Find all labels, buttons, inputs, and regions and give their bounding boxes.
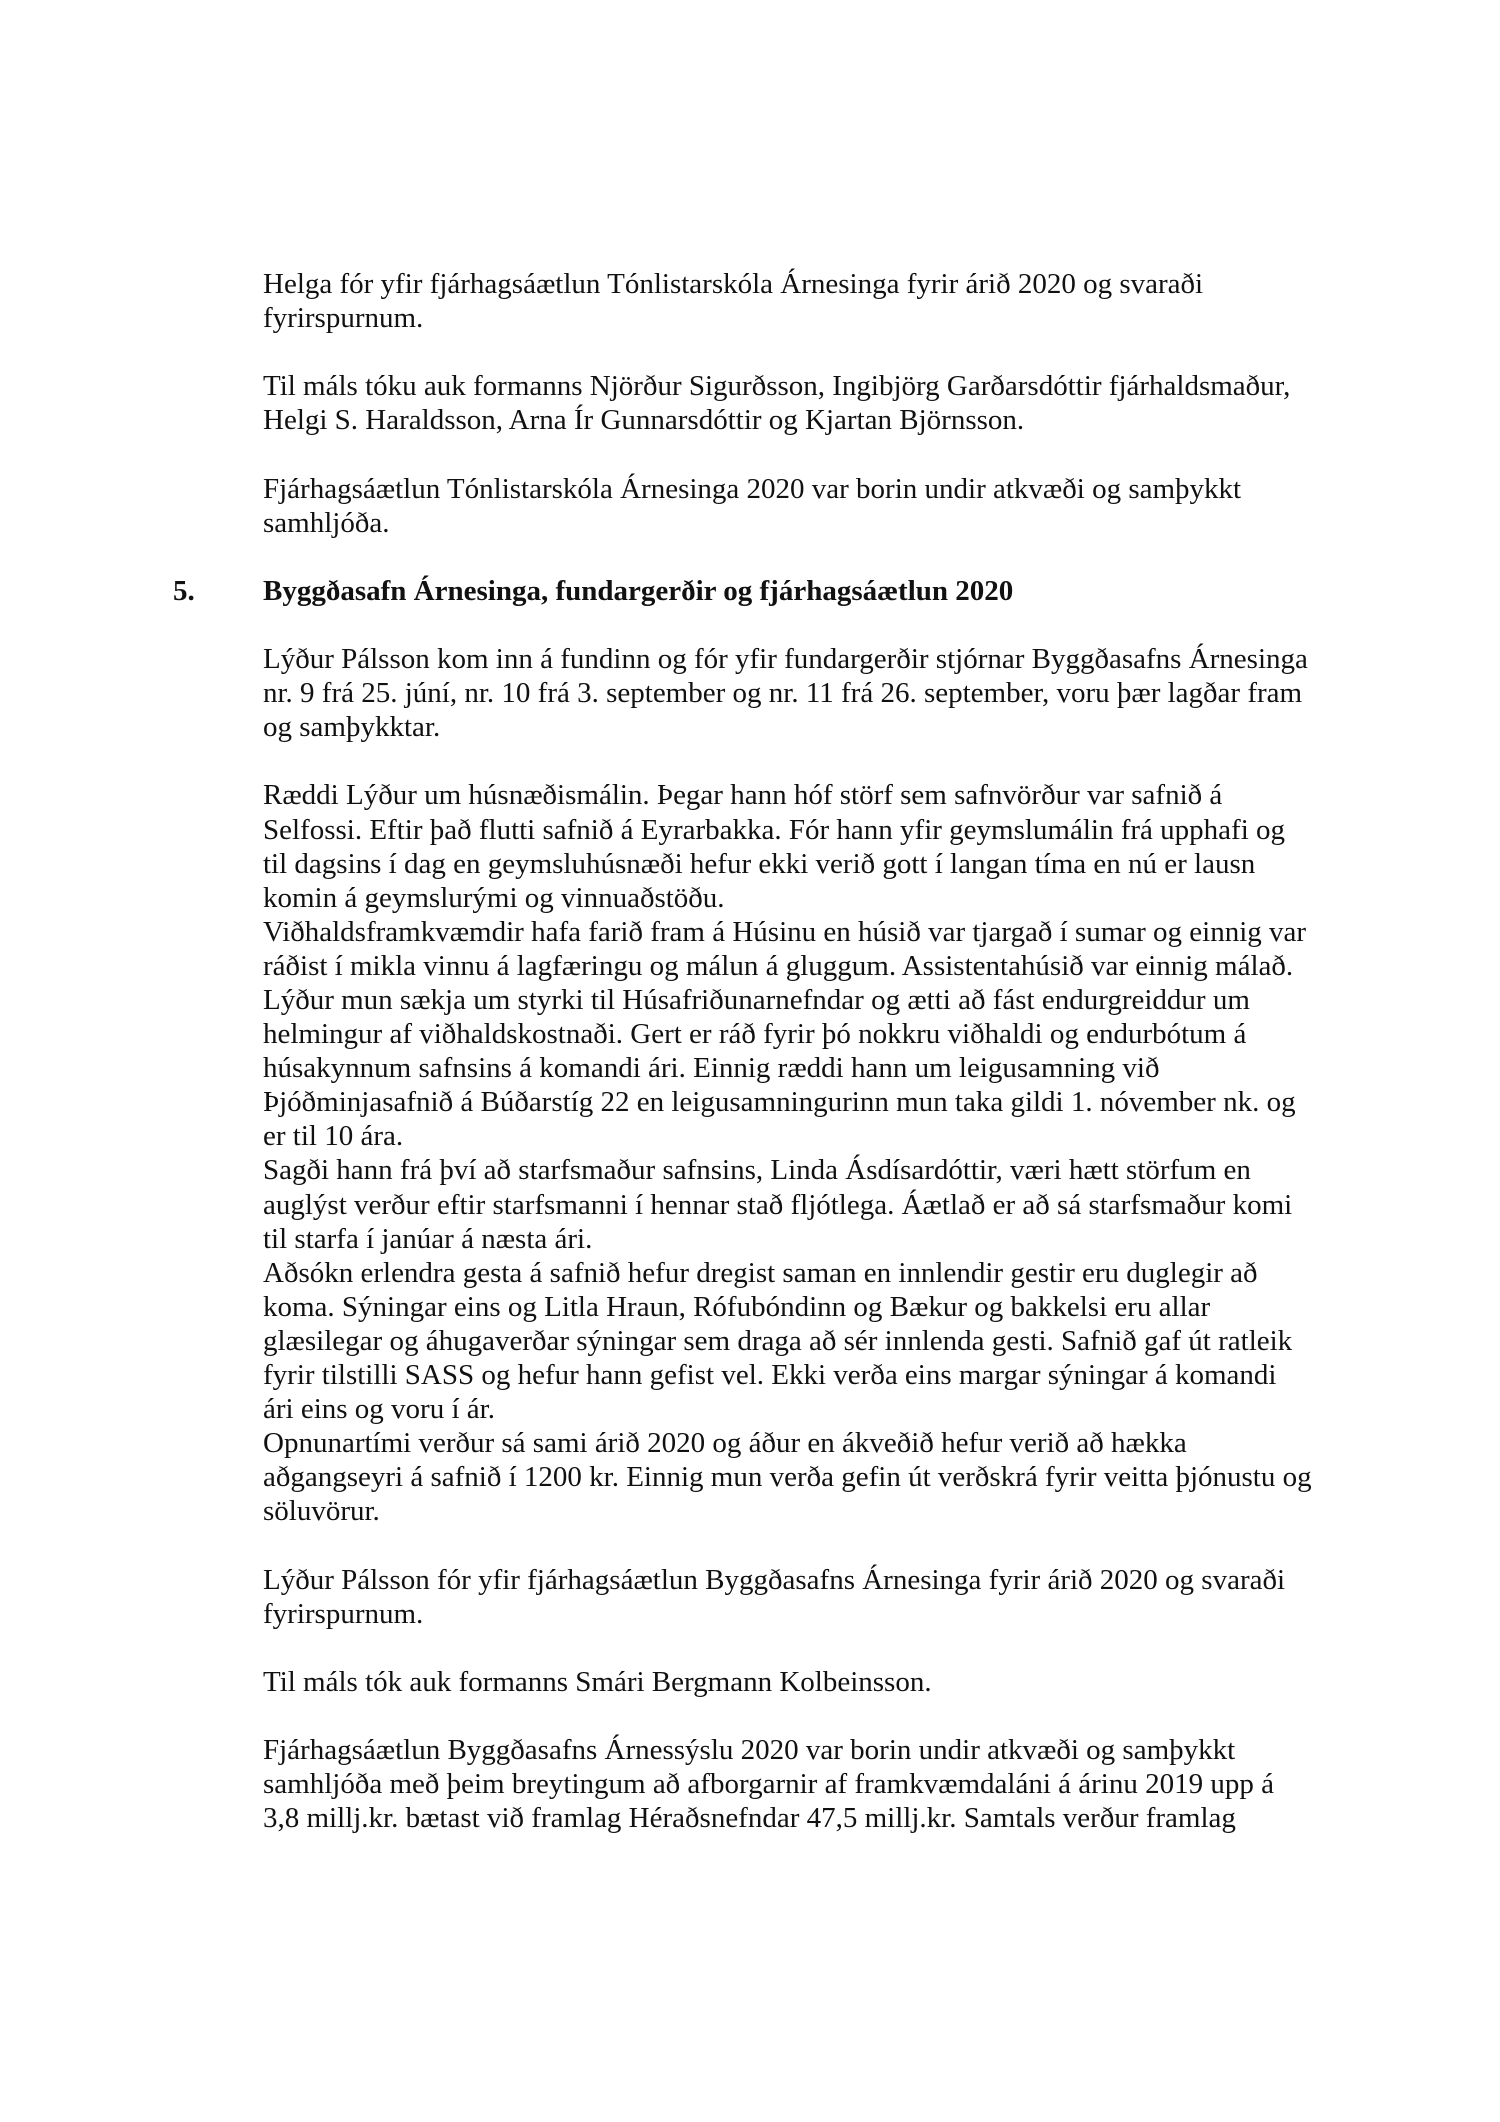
paragraph xyxy=(263,1665,1363,1699)
text-line: ráðist í mikla vinnu á lagfæringu og málun á gluggum. Assistentahúsið var einnig málað. xyxy=(263,949,1294,982)
text-line: fyrirspurnum. xyxy=(263,1597,424,1630)
text-line: 3,8 millj.kr. bætast við framlag Héraðsnefndar 47,5 millj.kr. Samtals verður framlag xyxy=(263,1802,1236,1835)
text-line: Viðhaldsframkvæmdir hafa farið fram á Húsinu en húsið var tjargað í sumar og einnig var xyxy=(263,915,1307,948)
text-line: Helga fór yfir fjárhagsáætlun Tónlistarskóla Árnesinga fyrir árið 2020 og svaraði xyxy=(263,268,1204,300)
text-line: fyrirspurnum. xyxy=(263,302,424,335)
text-line: Fjárhagsáætlun Byggðasafns Árnessýslu 2020 var borin undir atkvæði og samþykkt xyxy=(263,1734,1236,1767)
text-line: Lýður Pálsson fór yfir fjárhagsáætlun Byggðasafns Árnesinga fyrir árið 2020 og svaraði xyxy=(263,1563,1286,1596)
text-line: Þjóðminjasafnið á Búðarstíg 22 en leigusamningurinn mun taka gildi 1. nóvember nk. og xyxy=(263,1086,1296,1119)
text-line: samhljóða með þeim breytingum að afborgarnir af framkvæmdaláni á árinu 2019 upp á xyxy=(263,1768,1274,1801)
paragraph xyxy=(263,369,1363,437)
paragraph xyxy=(263,778,1363,1528)
section-title: Byggðasafn Árnesinga, fundargerðir og fjárhagsáætlun 2020 xyxy=(263,574,1014,607)
text-line: aðgangseyri á safnið í 1200 kr. Einnig mun verða gefin út verðskrá fyrir veitta þjónustu og xyxy=(263,1461,1312,1494)
text-line: til dagsins í dag en geymsluhúsnæði hefur ekki verið gott í langan tíma en nú er lausn xyxy=(263,847,1256,880)
text-line: Til máls tók auk formanns Smári Bergmann Kolbeinsson. xyxy=(263,1665,932,1698)
section-heading xyxy=(173,574,1363,608)
paragraph xyxy=(263,1733,1363,1835)
paragraph xyxy=(263,642,1363,744)
text-line: Lýður mun sækja um styrki til Húsafriðunarnefndar og ætti að fást endurgreiddur um xyxy=(263,983,1250,1016)
paragraph xyxy=(263,472,1363,540)
section-number: 5. xyxy=(173,574,195,607)
text-line: er til 10 ára. xyxy=(263,1120,404,1153)
text-line: Til máls tóku auk formanns Njörður Sigurðsson, Ingibjörg Garðarsdóttir fjárhaldsmaður, xyxy=(263,370,1291,403)
text-line: húsakynnum safnsins á komandi ári. Einnig ræddi hann um leigusamning við xyxy=(263,1052,1160,1085)
paragraphs-before xyxy=(263,267,1363,540)
text-line: Aðsókn erlendra gesta á safnið hefur dregist saman en innlendir gestir eru duglegir að xyxy=(263,1256,1258,1289)
text-line: auglýst verður eftir starfsmanni í hennar stað fljótlega. Áætlað er að sá starfsmaður komi xyxy=(263,1188,1293,1221)
text-line: glæsilegar og áhugaverðar sýningar sem draga að sér innlenda gesti. Safnið gaf út ratleik xyxy=(263,1324,1293,1357)
text-line: Ræddi Lýður um húsnæðismálin. Þegar hann hóf störf sem safnvörður var safnið á xyxy=(263,779,1223,812)
text-line: til starfa í janúar á næsta ári. xyxy=(263,1222,593,1255)
text-line: Selfossi. Eftir það flutti safnið á Eyrarbakka. Fór hann yfir geymslumálin frá upphafi og xyxy=(263,813,1285,846)
text-line: samhljóða. xyxy=(263,506,390,539)
paragraphs-after xyxy=(263,642,1363,1835)
text-line: komin á geymslurými og vinnuaðstöðu. xyxy=(263,881,725,914)
paragraph xyxy=(263,267,1363,335)
document-page xyxy=(173,267,1363,1869)
text-line: og samþykktar. xyxy=(263,711,441,744)
text-line: Fjárhagsáætlun Tónlistarskóla Árnesinga 2020 var borin undir atkvæði og samþykkt xyxy=(263,472,1242,505)
text-line: Opnunartími verður sá sami árið 2020 og áður en ákveðið hefur verið að hækka xyxy=(263,1427,1187,1460)
text-line: Lýður Pálsson kom inn á fundinn og fór yfir fundargerðir stjórnar Byggðasafns Árnesinga xyxy=(263,643,1308,676)
text-line: helmingur af viðhaldskostnaði. Gert er ráð fyrir þó nokkru viðhaldi og endurbótum á xyxy=(263,1018,1247,1051)
text-line: Helgi S. Haraldsson, Arna Ír Gunnarsdóttir og Kjartan Björnsson. xyxy=(263,404,1025,437)
text-line: nr. 9 frá 25. júní, nr. 10 frá 3. september og nr. 11 frá 26. september, voru þær lagðar fram xyxy=(263,677,1303,710)
text-line: ári eins og voru í ár. xyxy=(263,1393,495,1426)
text-line: Sagði hann frá því að starfsmaður safnsins, Linda Ásdísardóttir, væri hætt störfum en xyxy=(263,1154,1251,1187)
paragraph xyxy=(263,1563,1363,1631)
text-line: koma. Sýningar eins og Litla Hraun, Rófubóndinn og Bækur og bakkelsi eru allar xyxy=(263,1290,1211,1323)
text-line: fyrir tilstilli SASS og hefur hann gefist vel. Ekki verða eins margar sýningar á komandi xyxy=(263,1359,1277,1391)
text-line: söluvörur. xyxy=(263,1495,380,1528)
